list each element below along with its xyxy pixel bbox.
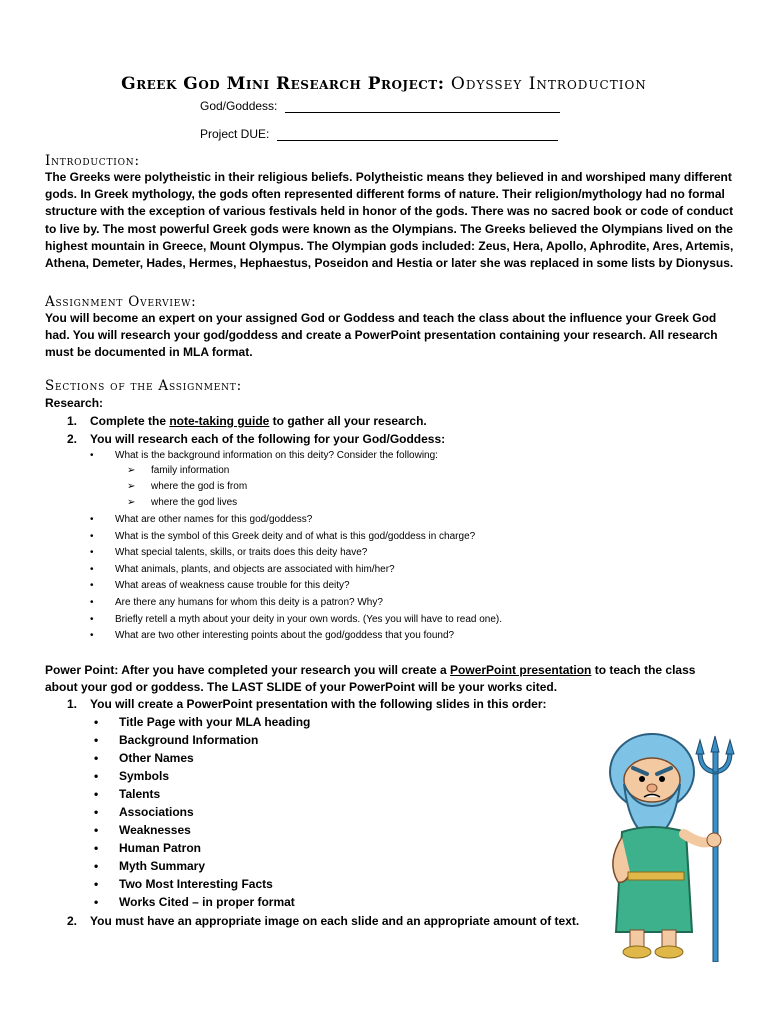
research-label: Research: [45,396,104,410]
sections-heading: Sections of the Assignment: [45,378,242,394]
slide-item: • Works Cited – in proper format [94,895,295,909]
list-item: ➢ where the god lives [127,497,238,508]
god-goddess-blank [285,100,560,113]
list-item: ➢ family information [127,465,230,476]
powerpoint-step-2: 2. You must have an appropriate image on each slide and an appropriate amount of text. [67,914,580,928]
overview-text: You will become an expert on your assigned God or Goddess and teach the class about the influence your Greek God had. You will research your god/goddess and create a PowerPoint presentation containing your research. All research must be documented in MLA format. [45,311,718,360]
list-item: • What animals, plants, and objects are associated with him/her? [90,564,395,575]
introduction-text: The Greeks were polytheistic in their religious beliefs. Polytheistic means they believed in and worshiped many different gods. In Greek mythology, the gods often represented different forms of nature. Their religion/mythology had no formal structure with the exception of various festivals held in honor of the gods. There was no sacred book or code of conduct to live by. The most powerful Greek gods were known as the Olympians. The Greeks believed the Olympians lived on the highest mountain in Greece, Mount Olympus. The Olympian gods included: Zeus, Hera, Apollo, Aphrodite, Ares, Artemis, Athena, Demeter, Hades, Hermes, Hephaestus, Poseidon and Hestia or later she was replaced in some lists by Dionysus. [45,170,734,271]
god-goddess-label: God/Goddess: [200,99,278,113]
slide-item: • Talents [94,787,161,801]
trident-icon [696,736,734,962]
list-item: • What special talents, skills, or traits does this deity have? [90,547,368,558]
powerpoint-intro-line1: Power Point: After you have completed your research you will create a PowerPoint presentation to teach the class [45,663,696,677]
slide-item: • Background Information [94,733,259,747]
powerpoint-presentation-link[interactable]: PowerPoint presentation [450,663,592,677]
note-taking-guide-link[interactable]: note-taking guide [169,414,270,428]
project-due-field [200,127,558,141]
slide-item: • Associations [94,805,194,819]
list-item: ➢ where the god is from [127,481,248,492]
list-item: • What are other names for this god/goddess? [90,514,313,525]
list-item: • What areas of weakness cause trouble for this deity? [90,580,350,591]
introduction-heading: Introduction: [45,153,140,169]
arrow-icon: ➢ [127,497,136,508]
arrow-icon: ➢ [127,481,136,492]
slide-item: • Symbols [94,769,170,783]
page-title [0,74,768,94]
list-item: • What are two other interesting points about the god/goddess that you found? [90,630,455,641]
title-sub: Odyssey Introduction [450,74,647,94]
slide-item: • Title Page with your MLA heading [94,715,311,729]
arrow-icon: ➢ [127,465,136,476]
slide-item: • Weaknesses [94,823,191,837]
powerpoint-step-1: 1. You will create a PowerPoint presentation with the following slides in this order: [67,697,547,711]
slide-item: • Two Most Interesting Facts [94,877,273,891]
slide-item: • Other Names [94,751,194,765]
slide-item: • Myth Summary [94,859,206,873]
powerpoint-intro-line2: about your god or goddess. The LAST SLIDE of your PowerPoint will be your works cited. [45,680,558,694]
slide-item: • Human Patron [94,841,202,855]
list-item: • What is the symbol of this Greek deity and of what is this god/goddess in charge? [90,531,476,542]
powerpoint-label: Power Point: [45,663,119,677]
god-goddess-field [200,99,560,113]
project-due-label: Project DUE: [200,127,270,141]
list-item: • Briefly retell a myth about your deity in your own words. (Yes you will have to read one). [90,614,503,625]
greek-god-illustration [600,722,744,962]
list-item: • Are there any humans for whom this deity is a patron? Why? [90,597,383,608]
list-item: • What is the background information on this deity? Consider the following: [90,450,438,461]
overview-heading: Assignment Overview: [45,294,197,310]
project-due-blank [277,128,558,141]
title-main: Greek God Mini Research Project: [121,74,445,94]
research-item-1: 1. Complete the note-taking guide to gather all your research. [67,414,427,428]
research-item-2: 2. You will research each of the following for your God/Goddess: [67,432,446,446]
